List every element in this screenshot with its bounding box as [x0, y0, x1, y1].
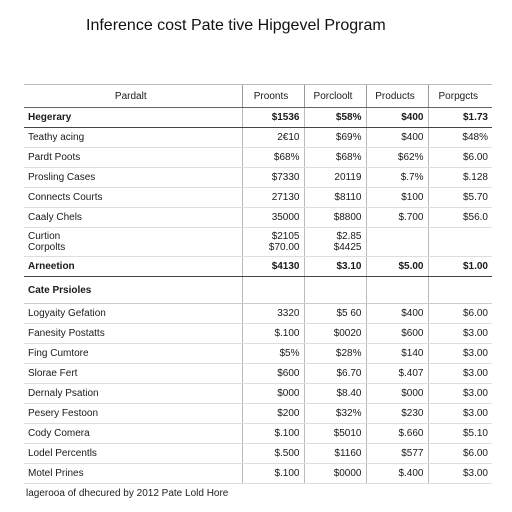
cell-col-4: $48%: [428, 128, 492, 148]
cell-col-2: $2.85 $4425: [304, 228, 366, 257]
table-row: [24, 324, 492, 344]
table-row: [24, 188, 492, 208]
table-row: [24, 148, 492, 168]
table-row: [24, 384, 492, 404]
cell-col-1: $5%: [242, 344, 304, 364]
cell-col-4: [428, 228, 492, 257]
row-label: Fing Cumtore: [24, 344, 242, 364]
column-header-3: Products: [366, 85, 428, 108]
row-label: Lodel Percentls: [24, 444, 242, 464]
cell-col-4: $6.00: [428, 304, 492, 324]
row-label: Cate Prsioles: [24, 277, 242, 304]
cell-col-1: [242, 277, 304, 304]
cell-col-3: $400: [366, 128, 428, 148]
table-row: [24, 108, 492, 128]
cell-col-3: $.407: [366, 364, 428, 384]
row-label: Teathy acing: [24, 128, 242, 148]
cell-col-1: 3320: [242, 304, 304, 324]
table-row: [24, 228, 492, 257]
cell-col-1: $000: [242, 384, 304, 404]
cell-col-3: $600: [366, 324, 428, 344]
cell-col-3: $400: [366, 304, 428, 324]
cell-col-3: $000: [366, 384, 428, 404]
table-row: [24, 128, 492, 148]
cell-col-3: $577: [366, 444, 428, 464]
cell-col-4: $3.00: [428, 364, 492, 384]
cell-col-2: [304, 277, 366, 304]
cell-col-3: $.400: [366, 464, 428, 484]
cell-col-3: $.660: [366, 424, 428, 444]
cell-col-4: $.128: [428, 168, 492, 188]
cell-col-2: $8800: [304, 208, 366, 228]
cell-col-1: $.100: [242, 464, 304, 484]
table-row: [24, 208, 492, 228]
cost-table: [24, 84, 492, 484]
cell-col-3: $5.00: [366, 257, 428, 277]
cell-col-2: $69%: [304, 128, 366, 148]
cell-col-4: $56.0: [428, 208, 492, 228]
cell-col-3: $400: [366, 108, 428, 128]
cell-col-2: $6.70: [304, 364, 366, 384]
cell-col-2: $32%: [304, 404, 366, 424]
cell-col-1: $4130: [242, 257, 304, 277]
table-row: [24, 257, 492, 277]
table-row: [24, 464, 492, 484]
cell-col-4: $3.00: [428, 324, 492, 344]
cell-col-3: $140: [366, 344, 428, 364]
cell-col-2: $1160: [304, 444, 366, 464]
row-label: Pardt Poots: [24, 148, 242, 168]
table-row: [24, 444, 492, 464]
cell-col-2: 20119: [304, 168, 366, 188]
cell-col-4: $3.00: [428, 384, 492, 404]
row-label: Connects Courts: [24, 188, 242, 208]
section-header-row: [24, 277, 492, 304]
footer-note: lagerooa of dhecured by 2012 Pate Lold Hore: [26, 488, 229, 499]
row-label: Pesery Festoon: [24, 404, 242, 424]
cell-col-3: $100: [366, 188, 428, 208]
cell-col-2: $0000: [304, 464, 366, 484]
cell-col-2: $5010: [304, 424, 366, 444]
cell-col-4: $3.00: [428, 464, 492, 484]
cell-col-2: $8110: [304, 188, 366, 208]
cell-col-2: $0020: [304, 324, 366, 344]
cell-col-2: $68%: [304, 148, 366, 168]
table-row: [24, 424, 492, 444]
table-row: [24, 364, 492, 384]
cell-col-1: $7330: [242, 168, 304, 188]
cell-col-4: $6.00: [428, 444, 492, 464]
row-label: Logyaity Gefation: [24, 304, 242, 324]
cell-col-4: $3.00: [428, 404, 492, 424]
row-label: Caaly Chels: [24, 208, 242, 228]
cell-col-1: $2105 $70.00: [242, 228, 304, 257]
cell-col-2: $5 60: [304, 304, 366, 324]
cell-col-1: 35000: [242, 208, 304, 228]
table-row: [24, 304, 492, 324]
table-body: [24, 108, 492, 484]
cell-col-1: $200: [242, 404, 304, 424]
row-label: Motel Prines: [24, 464, 242, 484]
row-label: Hegerary: [24, 108, 242, 128]
cell-col-2: $58%: [304, 108, 366, 128]
cell-col-1: $.500: [242, 444, 304, 464]
cell-col-4: [428, 277, 492, 304]
cell-col-4: $1.00: [428, 257, 492, 277]
cell-col-2: $3.10: [304, 257, 366, 277]
cell-col-4: $6.00: [428, 148, 492, 168]
table-row: [24, 404, 492, 424]
cell-col-3: [366, 228, 428, 257]
row-label: Prosling Cases: [24, 168, 242, 188]
row-label: Cody Comera: [24, 424, 242, 444]
row-label: Arneetion: [24, 257, 242, 277]
row-label: Curtion Corpolts: [24, 228, 242, 257]
cell-col-1: 27130: [242, 188, 304, 208]
cell-col-4: $5.10: [428, 424, 492, 444]
column-header-1: Proonts: [242, 85, 304, 108]
cell-col-3: $230: [366, 404, 428, 424]
cell-col-3: [366, 277, 428, 304]
table-row: [24, 344, 492, 364]
table-row: [24, 168, 492, 188]
cell-col-1: $1536: [242, 108, 304, 128]
cell-col-1: $.100: [242, 324, 304, 344]
column-header-label: Pardalt: [24, 85, 242, 108]
row-label: Slorae Fert: [24, 364, 242, 384]
table-header-row: [24, 85, 492, 108]
cell-col-1: $600: [242, 364, 304, 384]
cell-col-1: 2€10: [242, 128, 304, 148]
cell-col-1: $68%: [242, 148, 304, 168]
cell-col-3: $.700: [366, 208, 428, 228]
cell-col-4: $1.73: [428, 108, 492, 128]
cell-col-4: $3.00: [428, 344, 492, 364]
cell-col-2: $28%: [304, 344, 366, 364]
cell-col-4: $5.70: [428, 188, 492, 208]
cell-col-2: $8.40: [304, 384, 366, 404]
column-header-2: Porcloolt: [304, 85, 366, 108]
cell-col-3: $62%: [366, 148, 428, 168]
cell-col-3: $.7%: [366, 168, 428, 188]
page-title: Inference cost Pate tive Hipgevel Program: [86, 17, 386, 34]
row-label: Fanesity Postatts: [24, 324, 242, 344]
cell-col-1: $.100: [242, 424, 304, 444]
column-header-4: Porpgcts: [428, 85, 492, 108]
row-label: Dernaly Psation: [24, 384, 242, 404]
